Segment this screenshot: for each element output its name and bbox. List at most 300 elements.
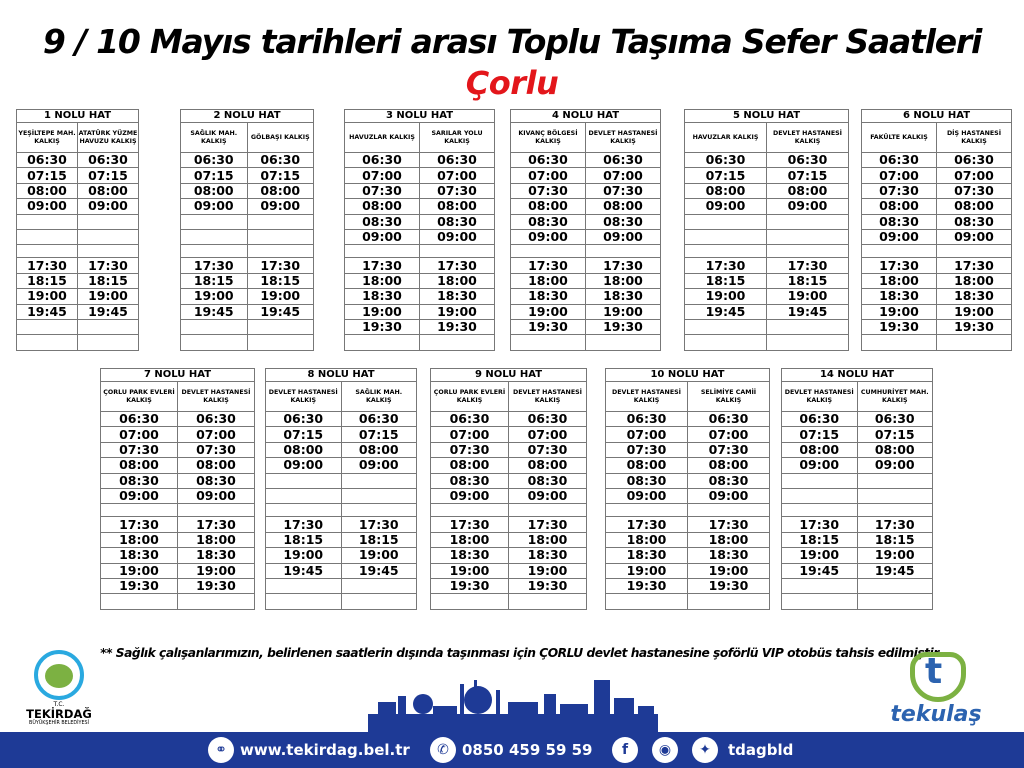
departure-time: 08:00: [341, 442, 417, 457]
departure-stop-header: DEVLET HASTANESİ KALKIŞ: [767, 123, 849, 153]
departure-time: 18:15: [181, 273, 248, 288]
midday-gap-row: [181, 245, 314, 258]
time-row: [511, 258, 661, 273]
gap-cell: [782, 504, 858, 517]
time-row: [606, 578, 770, 593]
time-row: [345, 319, 495, 334]
departure-time: 19:30: [606, 578, 688, 593]
departure-time: 18:30: [586, 289, 661, 304]
tekulas-logo: [886, 652, 996, 734]
time-row: [101, 412, 255, 427]
departure-stop-header: KIVANÇ BÖLGESİ KALKIŞ: [511, 123, 586, 153]
departure-time: [341, 578, 417, 593]
schedule-table-line-1: [16, 109, 139, 351]
time-row: [181, 258, 314, 273]
schedule-table-line-4: [510, 109, 661, 351]
time-row: [17, 273, 139, 288]
departure-time: [511, 335, 586, 350]
departure-time: [782, 594, 858, 609]
midday-gap-row: [862, 245, 1012, 258]
departure-time: 07:00: [862, 168, 937, 183]
departure-time: 08:00: [586, 199, 661, 214]
departure-time: 06:30: [857, 412, 933, 427]
departure-time: 18:00: [862, 273, 937, 288]
departure-time: 18:15: [782, 532, 858, 547]
departure-time: 18:00: [178, 532, 255, 547]
departure-time: 08:30: [688, 473, 770, 488]
departure-time: 06:30: [431, 412, 509, 427]
departure-time: 08:00: [420, 199, 495, 214]
time-row: [606, 458, 770, 473]
departure-time: 17:30: [862, 258, 937, 273]
time-row: [17, 304, 139, 319]
departure-time: 07:00: [431, 427, 509, 442]
time-row: [266, 548, 417, 563]
line-name: 5 NOLU HAT: [685, 110, 849, 123]
time-row: [101, 427, 255, 442]
departure-time: 19:00: [937, 304, 1012, 319]
departure-stop-header: SAĞLIK MAH. KALKIŞ: [181, 123, 248, 153]
departure-time: 09:00: [78, 199, 139, 214]
departure-time: 06:30: [685, 153, 767, 168]
gap-cell: [247, 245, 314, 258]
midday-gap-row: [511, 245, 661, 258]
departure-time: [266, 594, 342, 609]
gap-cell: [685, 245, 767, 258]
departure-time: 19:00: [511, 304, 586, 319]
departure-time: 06:30: [767, 153, 849, 168]
time-row: [685, 258, 849, 273]
time-row: [101, 594, 255, 609]
twitter-icon[interactable]: ✦: [692, 737, 718, 763]
departure-time: 17:30: [78, 258, 139, 273]
departure-stop-header: DEVLET HASTANESİ KALKIŞ: [178, 382, 255, 412]
departure-stop-header: DEVLET HASTANESİ KALKIŞ: [266, 382, 342, 412]
time-row: [782, 473, 933, 488]
line-name: 14 NOLU HAT: [782, 369, 933, 382]
time-row: [782, 517, 933, 532]
departure-time: 19:00: [606, 563, 688, 578]
midday-gap-row: [345, 245, 495, 258]
time-row: [862, 319, 1012, 334]
departure-time: 08:00: [345, 199, 420, 214]
departure-time: 08:00: [431, 458, 509, 473]
departure-time: 18:00: [345, 273, 420, 288]
time-row: [862, 335, 1012, 350]
time-row: [511, 335, 661, 350]
departure-time: 08:00: [78, 183, 139, 198]
time-row: [511, 289, 661, 304]
footer-social: [612, 732, 793, 768]
departure-time: [767, 319, 849, 334]
departure-time: [685, 335, 767, 350]
time-row: [17, 183, 139, 198]
departure-time: 18:30: [178, 548, 255, 563]
departure-time: 07:00: [688, 427, 770, 442]
logo-tc: T.C.: [53, 701, 65, 708]
departure-time: 09:00: [688, 488, 770, 503]
time-row: [101, 473, 255, 488]
departure-time: 17:30: [247, 258, 314, 273]
time-row: [511, 168, 661, 183]
departure-time: 06:30: [17, 153, 78, 168]
departure-time: 07:30: [688, 442, 770, 457]
time-row: [181, 153, 314, 168]
time-row: [181, 273, 314, 288]
departure-time: 18:00: [586, 273, 661, 288]
departure-time: [17, 229, 78, 244]
departure-time: 18:00: [101, 532, 178, 547]
gap-cell: [688, 504, 770, 517]
departure-time: 06:30: [345, 153, 420, 168]
time-row: [431, 458, 587, 473]
time-row: [685, 214, 849, 229]
departure-time: 19:45: [857, 563, 933, 578]
time-row: [862, 258, 1012, 273]
departure-time: 17:30: [178, 517, 255, 532]
gap-cell: [862, 245, 937, 258]
time-row: [101, 548, 255, 563]
time-row: [345, 168, 495, 183]
departure-stop-header: DEVLET HASTANESİ KALKIŞ: [606, 382, 688, 412]
time-row: [101, 458, 255, 473]
departure-time: [247, 319, 314, 334]
departure-stop-header: GÖLBAŞI KALKIŞ: [247, 123, 314, 153]
departure-time: 18:15: [857, 532, 933, 547]
time-row: [266, 578, 417, 593]
departure-time: 08:00: [782, 442, 858, 457]
departure-time: [782, 473, 858, 488]
departure-time: 07:30: [345, 183, 420, 198]
time-row: [782, 442, 933, 457]
departure-time: 19:30: [431, 578, 509, 593]
departure-time: [17, 319, 78, 334]
time-row: [17, 335, 139, 350]
facebook-icon[interactable]: f: [612, 737, 638, 763]
footer-website[interactable]: [208, 732, 410, 768]
time-row: [181, 168, 314, 183]
departure-time: 07:00: [509, 427, 587, 442]
departure-time: [181, 319, 248, 334]
departure-time: [937, 335, 1012, 350]
departure-time: 18:15: [266, 532, 342, 547]
midday-gap-row: [685, 245, 849, 258]
departure-time: 19:45: [17, 304, 78, 319]
departure-time: 18:15: [17, 273, 78, 288]
departure-time: 17:30: [857, 517, 933, 532]
time-row: [345, 229, 495, 244]
departure-time: [341, 488, 417, 503]
departure-time: 19:30: [420, 319, 495, 334]
time-row: [862, 199, 1012, 214]
departure-time: 06:30: [509, 412, 587, 427]
schedule-table-line-11: [781, 368, 933, 610]
departure-time: 09:00: [685, 199, 767, 214]
departure-time: 07:15: [247, 168, 314, 183]
website-text: www.tekirdag.bel.tr: [240, 741, 410, 759]
departure-time: 07:30: [178, 442, 255, 457]
departure-time: 06:30: [181, 153, 248, 168]
schedule-table-line-10: [605, 368, 770, 610]
line-name: 10 NOLU HAT: [606, 369, 770, 382]
time-row: [511, 304, 661, 319]
departure-time: [767, 229, 849, 244]
departure-time: 17:30: [782, 517, 858, 532]
departure-time: 07:00: [606, 427, 688, 442]
time-row: [685, 273, 849, 288]
time-row: [431, 412, 587, 427]
departure-time: 19:00: [862, 304, 937, 319]
time-row: [862, 183, 1012, 198]
time-row: [266, 532, 417, 547]
departure-time: 08:30: [937, 214, 1012, 229]
gap-cell: [345, 245, 420, 258]
departure-time: 19:00: [181, 289, 248, 304]
departure-time: 08:30: [345, 214, 420, 229]
departure-time: 19:00: [101, 563, 178, 578]
departure-time: 17:30: [431, 517, 509, 532]
departure-time: 06:30: [606, 412, 688, 427]
time-row: [862, 273, 1012, 288]
departure-time: 06:30: [101, 412, 178, 427]
departure-time: 17:30: [341, 517, 417, 532]
time-row: [431, 532, 587, 547]
time-row: [266, 442, 417, 457]
departure-time: 07:00: [937, 168, 1012, 183]
gap-cell: [78, 245, 139, 258]
departure-time: 18:30: [688, 548, 770, 563]
schedule-table-line-8: [265, 368, 417, 610]
departure-time: [266, 578, 342, 593]
time-row: [782, 578, 933, 593]
departure-time: 18:00: [509, 532, 587, 547]
departure-time: 07:00: [345, 168, 420, 183]
logo-city-name: TEKİRDAĞ: [26, 707, 92, 721]
departure-time: [767, 335, 849, 350]
gap-cell: [341, 504, 417, 517]
departure-time: 19:00: [586, 304, 661, 319]
departure-time: 17:30: [181, 258, 248, 273]
time-row: [685, 153, 849, 168]
departure-time: 08:00: [101, 458, 178, 473]
municipality-emblem-icon: [34, 650, 84, 700]
departure-time: 07:00: [420, 168, 495, 183]
gap-cell: [178, 504, 255, 517]
time-row: [431, 488, 587, 503]
time-row: [17, 168, 139, 183]
departure-time: [78, 319, 139, 334]
schedule-table-line-9: [430, 368, 587, 610]
departure-time: 18:30: [937, 289, 1012, 304]
departure-time: 17:30: [688, 517, 770, 532]
departure-time: [266, 473, 342, 488]
time-row: [181, 304, 314, 319]
departure-time: 17:30: [420, 258, 495, 273]
departure-time: 07:15: [181, 168, 248, 183]
tekulas-wordmark: tekulaş: [890, 702, 982, 727]
departure-time: [78, 229, 139, 244]
time-row: [431, 548, 587, 563]
phone-icon: ✆: [430, 737, 456, 763]
departure-time: [181, 214, 248, 229]
departure-time: 08:00: [511, 199, 586, 214]
departure-time: 19:45: [782, 563, 858, 578]
departure-time: 18:15: [341, 532, 417, 547]
line-name: 2 NOLU HAT: [181, 110, 314, 123]
departure-time: 06:30: [511, 153, 586, 168]
line-name: 4 NOLU HAT: [511, 110, 661, 123]
time-row: [606, 517, 770, 532]
departure-time: 18:30: [431, 548, 509, 563]
gap-cell: [937, 245, 1012, 258]
line-name: 3 NOLU HAT: [345, 110, 495, 123]
departure-time: 08:00: [688, 458, 770, 473]
midday-gap-row: [17, 245, 139, 258]
departure-time: [857, 578, 933, 593]
time-row: [511, 199, 661, 214]
departure-time: 09:00: [247, 199, 314, 214]
departure-time: 08:00: [937, 199, 1012, 214]
departure-time: [341, 473, 417, 488]
time-row: [862, 168, 1012, 183]
time-row: [431, 442, 587, 457]
departure-time: 09:00: [509, 488, 587, 503]
time-row: [685, 229, 849, 244]
departure-time: 08:00: [606, 458, 688, 473]
departure-time: [181, 229, 248, 244]
schedule-table-line-7: [100, 368, 255, 610]
midday-gap-row: [782, 504, 933, 517]
departure-time: 08:00: [17, 183, 78, 198]
departure-time: [345, 335, 420, 350]
departure-stop-header: FAKÜLTE KALKIŞ: [862, 123, 937, 153]
departure-time: [341, 594, 417, 609]
departure-time: 06:30: [178, 412, 255, 427]
departure-time: [247, 335, 314, 350]
departure-time: [862, 335, 937, 350]
time-row: [181, 289, 314, 304]
departure-time: 06:30: [341, 412, 417, 427]
departure-stop-header: CUMHURİYET MAH. KALKIŞ: [857, 382, 933, 412]
gap-cell: [420, 245, 495, 258]
time-row: [511, 273, 661, 288]
schedule-table-line-5: [684, 109, 849, 351]
departure-time: 06:30: [862, 153, 937, 168]
time-row: [266, 412, 417, 427]
departure-time: 19:00: [178, 563, 255, 578]
time-row: [345, 199, 495, 214]
time-row: [782, 488, 933, 503]
time-row: [431, 563, 587, 578]
time-row: [345, 183, 495, 198]
departure-time: 07:15: [266, 427, 342, 442]
time-row: [345, 258, 495, 273]
departure-stop-header: YEŞİLTEPE MAH. KALKIŞ: [17, 123, 78, 153]
departure-time: 19:30: [511, 319, 586, 334]
departure-time: 18:30: [511, 289, 586, 304]
departure-time: [782, 578, 858, 593]
departure-time: 07:15: [767, 168, 849, 183]
midday-gap-row: [431, 504, 587, 517]
city-skyline-illustration: [368, 676, 658, 736]
departure-time: 18:30: [509, 548, 587, 563]
footer-phone[interactable]: [430, 732, 592, 768]
time-row: [606, 442, 770, 457]
departure-time: 19:00: [247, 289, 314, 304]
departure-time: 19:45: [181, 304, 248, 319]
departure-time: 07:30: [586, 183, 661, 198]
line-name: 7 NOLU HAT: [101, 369, 255, 382]
departure-time: 06:30: [586, 153, 661, 168]
departure-time: 08:30: [586, 214, 661, 229]
departure-time: [586, 335, 661, 350]
departure-time: 07:30: [511, 183, 586, 198]
instagram-icon[interactable]: ◉: [652, 737, 678, 763]
departure-time: 18:00: [431, 532, 509, 547]
departure-time: 08:00: [266, 442, 342, 457]
time-row: [862, 289, 1012, 304]
departure-time: 07:00: [511, 168, 586, 183]
midday-gap-row: [606, 504, 770, 517]
departure-stop-header: DEVLET HASTANESİ KALKIŞ: [782, 382, 858, 412]
time-row: [511, 214, 661, 229]
departure-time: 07:30: [101, 442, 178, 457]
departure-time: 08:00: [862, 199, 937, 214]
departure-time: 08:00: [178, 458, 255, 473]
time-row: [511, 319, 661, 334]
departure-stop-header: HAVUZLAR KALKIŞ: [685, 123, 767, 153]
departure-time: 18:00: [511, 273, 586, 288]
departure-time: 18:30: [101, 548, 178, 563]
departure-time: 09:00: [101, 488, 178, 503]
departure-time: [685, 229, 767, 244]
time-row: [181, 183, 314, 198]
departure-time: 08:00: [857, 442, 933, 457]
time-row: [685, 199, 849, 214]
departure-time: 07:30: [431, 442, 509, 457]
departure-time: [178, 594, 255, 609]
departure-time: 18:00: [420, 273, 495, 288]
time-row: [17, 289, 139, 304]
departure-time: 19:45: [341, 563, 417, 578]
departure-time: 09:00: [586, 229, 661, 244]
gap-cell: [606, 504, 688, 517]
time-row: [606, 548, 770, 563]
gap-cell: [266, 504, 342, 517]
departure-time: 09:00: [178, 488, 255, 503]
time-row: [266, 517, 417, 532]
time-row: [431, 427, 587, 442]
time-row: [685, 319, 849, 334]
departure-time: 19:00: [420, 304, 495, 319]
social-handle: tdagbld: [728, 741, 794, 759]
departure-time: 17:30: [101, 517, 178, 532]
departure-time: 19:00: [431, 563, 509, 578]
time-row: [606, 412, 770, 427]
gap-cell: [101, 504, 178, 517]
line-name: 6 NOLU HAT: [862, 110, 1012, 123]
departure-time: 07:15: [857, 427, 933, 442]
tekirdag-municipality-logo: [18, 650, 108, 734]
time-row: [606, 473, 770, 488]
departure-stop-header: DEVLET HASTANESİ KALKIŞ: [586, 123, 661, 153]
tekulas-emblem-icon: [910, 652, 966, 702]
departure-time: 07:30: [420, 183, 495, 198]
departure-time: 06:30: [688, 412, 770, 427]
departure-time: 07:30: [509, 442, 587, 457]
footer-contact-bar: [0, 732, 1024, 768]
time-row: [862, 214, 1012, 229]
